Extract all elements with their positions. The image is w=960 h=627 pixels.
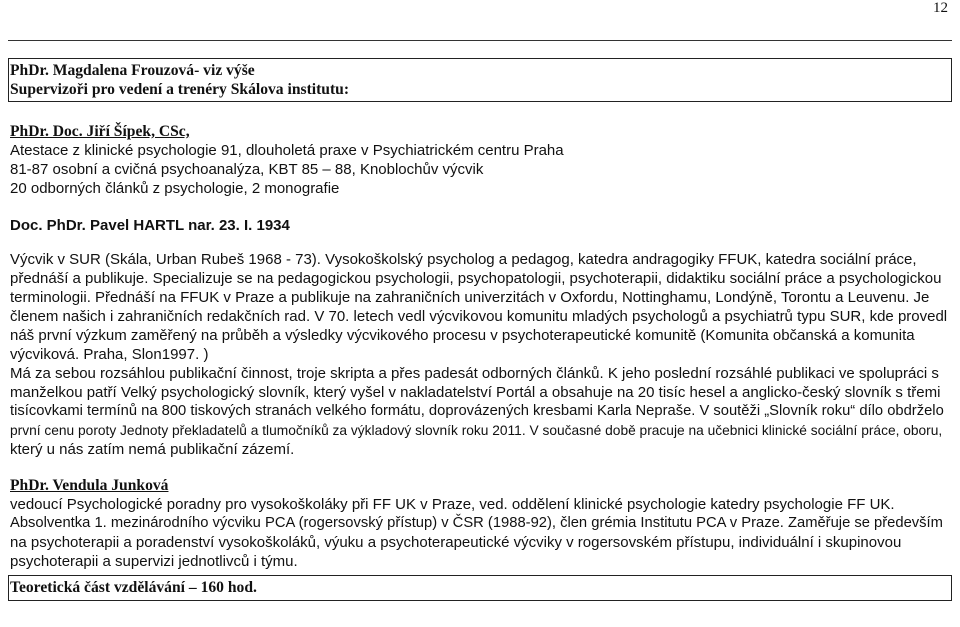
supervisor-name-line: PhDr. Magdalena Frouzová- viz výše [10, 62, 255, 79]
hartl-line-6: výcviková. Praha, Slon1997. ) [10, 346, 209, 363]
junkova-name: PhDr. Vendula Junková [10, 477, 169, 494]
hartl-line-10: první cenu poroty Jednoty překladatelů a tlumočníků za výkladový slovník roku 2011. V současné době pracuje na učebnici klinické sociální práce, oboru, [10, 423, 943, 438]
sipek-line-3: 20 odborných článků z psychologie, 2 monografie [10, 180, 340, 197]
sipek-line-2: 81-87 osobní a cvičná psychoanalýza, KBT 85 – 88, Knoblochův výcvik [10, 161, 484, 178]
hartl-line-4: členem našich i zahraničních redakčních rad. V 70. letech vedl výcvikovou komunitu mladých psychologů a psychiatrů typu SUR, kde provedl [10, 308, 948, 325]
hartl-line-1: Výcvik v SUR (Skála, Urban Rubeš 1968 - 73). Vysokoškolský psycholog a pedagog, katedra andragogiky FFUK, katedra sociální práce, [10, 251, 917, 268]
junkova-line-2: Absolventka 1. mezinárodního výcviku PCA (rogersovský přístup) v ČSR (1988-92), člen grémia Institutu PCA v Praze. Zaměřuje se především [10, 515, 943, 531]
hartl-line-5: náš první výzkum zaměřený na průběh a výsledky výcvikového procesu v psychoterapeutické komunitě (Komunita občanská a komunita [10, 327, 915, 344]
top-rule [8, 40, 952, 41]
hartl-name: Doc. PhDr. Pavel HARTL nar. 23. I. 1934 [10, 217, 290, 234]
hartl-line-2: přednáší a publikuje. Specializuje se na pedagogickou psychologii, psychopatologii, psychoterapii, didaktiku sociální práce a psychologickou [10, 270, 942, 287]
junkova-line-1: vedoucí Psychologické poradny pro vysokoškoláky při FF UK v Praze, ved. oddělení klinické psychologie katedry psychologie FF UK. [10, 496, 895, 513]
hartl-line-9: tisícovkami termínů na 800 tiskových stranách velkého formátu, doprovázených kresbami Karla Nepraše. V soutěži „Slovník roku“ dílo obdrželo [10, 403, 944, 419]
sipek-name: PhDr. Doc. Jiří Šípek, CSc, [10, 123, 190, 140]
supervisors-heading: Supervizoři pro vedení a trenéry Skálova institutu: [10, 81, 350, 98]
hartl-line-3: terminologii. Přednáší na FFUK v Praze a publikuje na zahraničních univerzitách v Oxfordu, Nottinghamu, Londýně, Torontu a Leuvenu. Je [10, 289, 930, 306]
page-number: 12 [933, 0, 948, 16]
hartl-line-11: který u nás zatím nemá publikační zázemí. [10, 441, 295, 458]
sipek-line-1: Atestace z klinické psychologie 91, dlouholetá praxe v Psychiatrickém centru Praha [10, 142, 564, 159]
total-hours-label: Teoretická část vzdělávání – 160 hod. [10, 579, 257, 596]
hartl-line-7: Má za sebou rozsáhlou publikační činnost, troje skripta a přes padesát odborných článků. K jeho poslední rozsáhlé publikaci ve spolupráci s [10, 365, 939, 382]
hartl-line-8: manželkou patří Velký psychologický slovník, který vyšel v nakladatelství Portál a obsahuje na 20 tisíc hesel a anglicko-český slovník s třemi [10, 384, 941, 401]
junkova-line-3: na psychoterapii a poradenství vysokoškoláků, výuku a psychoterapeutické výcviky v rogersovském přístupu, individuální i skupinovou [10, 534, 902, 551]
junkova-line-4: psychoterapii a supervizi jednotlivců i týmu. [10, 553, 298, 570]
